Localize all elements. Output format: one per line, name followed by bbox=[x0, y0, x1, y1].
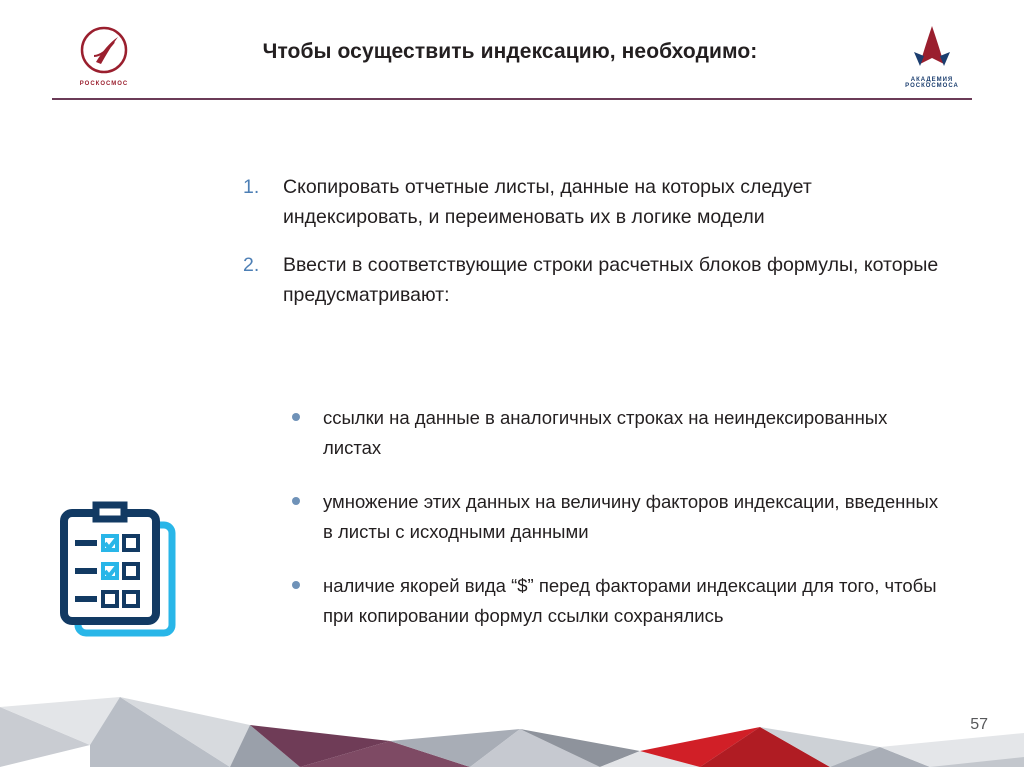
title-divider bbox=[52, 98, 972, 100]
checklist-icon bbox=[50, 495, 190, 645]
page-number: 57 bbox=[970, 716, 988, 733]
bullet-icon bbox=[292, 413, 300, 421]
bulleted-sublist bbox=[286, 403, 946, 655]
list-item-number: 2. bbox=[243, 254, 260, 276]
numbered-list bbox=[243, 172, 943, 328]
bullet-icon bbox=[292, 581, 300, 589]
academy-logo bbox=[884, 24, 980, 90]
list-item bbox=[243, 172, 943, 232]
list-item-number: 1. bbox=[243, 176, 260, 198]
list-item-text: умножение этих данных на величину факторов индексации, введенных в листы с исходными данными bbox=[323, 491, 939, 542]
list-item-text: Скопировать отчетные листы, данные на которых следует индексировать, и переименовать их в логике модели bbox=[283, 176, 812, 228]
academy-logo-caption: АКАДЕМИЯ РОСКОСМОСА bbox=[905, 77, 959, 89]
page-title: Чтобы осуществить индексацию, необходимо: bbox=[262, 40, 758, 63]
bullet-icon bbox=[292, 497, 300, 505]
list-item bbox=[286, 403, 946, 463]
roscosmos-logo-mark bbox=[56, 26, 152, 74]
list-item bbox=[286, 487, 946, 547]
roscosmos-logo-caption: РОСКОСМОС bbox=[79, 81, 129, 87]
roscosmos-logo bbox=[56, 26, 152, 88]
list-item-text: наличие якорей вида “$” перед факторами индексации для того, чтобы при копировании формул ссылки сохранялись bbox=[323, 575, 937, 626]
list-item bbox=[286, 571, 946, 631]
list-item bbox=[243, 250, 943, 310]
footer-decoration bbox=[0, 667, 1024, 767]
slide-header bbox=[0, 0, 1024, 100]
checklist-icon-svg bbox=[50, 495, 190, 645]
list-item-text: Ввести в соответствующие строки расчетных блоков формулы, которые предусматривают: bbox=[283, 254, 939, 306]
list-item-text: ссылки на данные в аналогичных строках на неиндексированных листах bbox=[323, 407, 888, 458]
academy-logo-mark bbox=[884, 24, 980, 70]
footer-polygons bbox=[0, 667, 1024, 767]
